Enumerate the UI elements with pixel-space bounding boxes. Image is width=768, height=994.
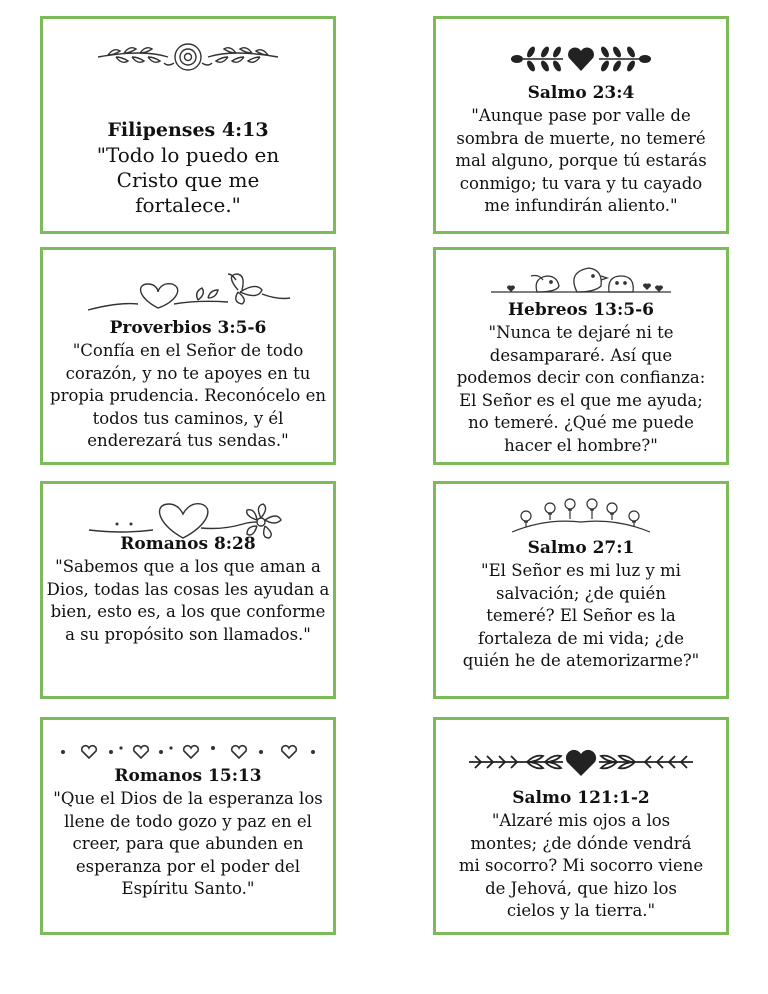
- verse-text: "El Señor es mi luz y mi salvación; ¿de quién temeré? El Señor es la fortaleza de mi vida; ¿de quién he de atemorizarme?": [462, 561, 700, 670]
- verse-card-proverbios: [40, 247, 336, 465]
- heart-butterfly-icon: [78, 270, 298, 316]
- verse-card-romanos-8: [40, 481, 336, 699]
- light-bulbs-string-icon: [506, 492, 656, 536]
- verse-reference: Romanos 8:28: [120, 534, 256, 554]
- verse-card-salmo-27: [433, 481, 729, 699]
- dots-hearts-row-icon: [53, 738, 323, 764]
- verse-text: "Alzaré mis ojos a los montes; ¿de dónde vendrá mi socorro? Mi socorro viene de Jehová, que hizo los cielos y la tierra.": [458, 811, 704, 920]
- verse-reference: Romanos 15:13: [114, 766, 262, 786]
- verse-text: "Aunque pase por valle de sombra de muerte, no temeré mal alguno, porque tú estarás conmigo; tu vara y tu cayado me infundirán aliento.": [455, 106, 707, 215]
- verse-reference: Salmo 27:1: [527, 538, 635, 558]
- verse-reference: Filipenses 4:13: [107, 119, 269, 141]
- verse-text: "Confía en el Señor de todo corazón, y no te apoyes en tu propia prudencia. Reconócelo en todos tus caminos, y él enderezará tus sendas.": [50, 341, 326, 450]
- verse-card-salmo-23: [433, 16, 729, 234]
- verse-reference: Hebreos 13:5-6: [507, 300, 654, 320]
- verse-text: "Todo lo puedo en Cristo que me fortalece.": [96, 143, 280, 217]
- verse-card-salmo-121: [433, 717, 729, 935]
- birds-on-wire-icon: [481, 262, 681, 300]
- verse-reference: Salmo 121:1-2: [512, 788, 650, 808]
- verse-reference: Proverbios 3:5-6: [109, 318, 267, 338]
- verse-card-filipenses: [40, 16, 336, 234]
- verse-text: "Nunca te dejaré ni te desampararé. Así que podemos decir con confianza: El Señor es el que me ayuda; no temeré. ¿Qué me puede hacer el hombre?": [456, 323, 706, 455]
- verse-card-romanos-15: [40, 717, 336, 935]
- verse-reference: Salmo 23:4: [527, 83, 635, 103]
- verse-text: "Que el Dios de la esperanza los llene de todo gozo y paz en el creer, para que abunden en esperanza por el poder del Espíritu Santo.": [53, 789, 323, 898]
- verse-text: "Sabemos que a los que aman a Dios, todas las cosas les ayudan a bien, esto es, a los que conforme a su propósito son llamados.": [46, 557, 330, 644]
- verse-card-hebreos: [433, 247, 729, 465]
- arrows-heart-icon: [461, 746, 701, 778]
- laurel-heart-icon: [501, 41, 661, 77]
- floral-laurel-icon: [88, 35, 288, 79]
